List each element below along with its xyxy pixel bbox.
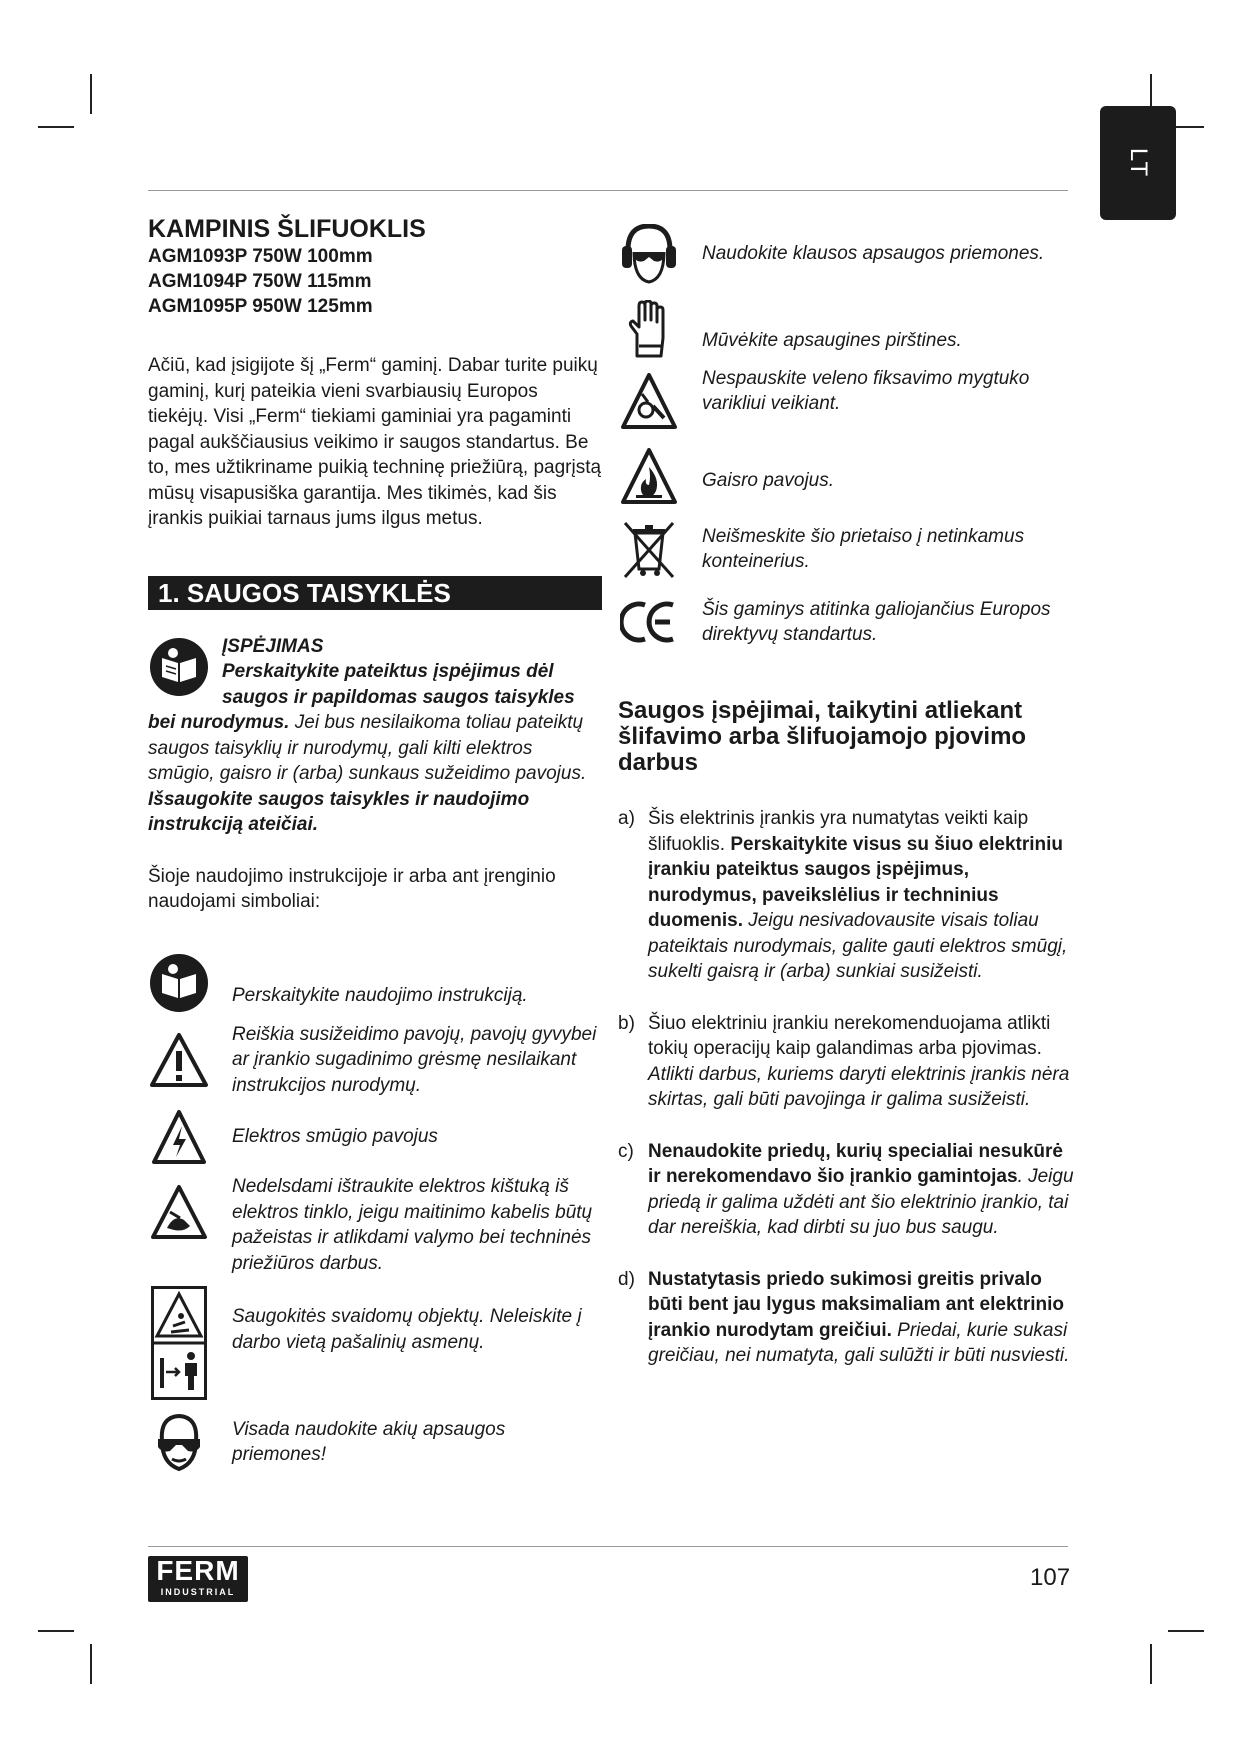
symbol-text: Nedelsdami ištraukite elektros kištuką iš elektros tinklo, jeigu maitinimo kabelis būtų pažeistas ir atlikdami valymo bei techninės priežiūros darbus. <box>232 1176 593 1274</box>
section-heading: 1. SAUGOS TAISYKLĖS <box>148 576 602 610</box>
ear-protection-icon <box>620 224 678 284</box>
manual-icon <box>148 636 210 698</box>
fire-hazard-icon <box>620 447 678 505</box>
symbol-row <box>148 1410 602 1474</box>
manual-icon <box>148 952 210 1014</box>
symbol-text: Gaisro pavojus. <box>702 470 835 492</box>
symbol-text: Visada naudokite akių apsaugos priemones! <box>232 1418 506 1465</box>
page-number: 107 <box>1030 1564 1071 1591</box>
symbol-row <box>148 1108 602 1166</box>
symbol-row <box>148 1174 602 1278</box>
warning-text: Jei bus nesilaikoma toliau pateiktų saugos taisyklių ir nurodymų, gali kilti elektros smūgio, gaisro ir (arba) sunkaus sužeidimo pavojus. <box>148 712 587 784</box>
safety-list <box>618 806 1080 1395</box>
symbol-text: Šis gaminys atitinka galiojančius Europos direktyvų standartus. <box>702 598 1051 645</box>
safety-subheading: Saugos įspėjimai, taikytini atliekant šlifavimo arba šlifuojamojo pjovimo darbus <box>618 697 1027 776</box>
crop-mark <box>1168 1630 1204 1632</box>
symbol-row <box>618 367 1080 432</box>
language-tab: LT <box>1100 106 1176 220</box>
safety-glasses-icon <box>150 1411 208 1473</box>
model-line: AGM1095P 950W 125mm <box>148 296 373 317</box>
warning-title: ĮSPĖJIMAS <box>222 635 324 657</box>
symbol-row <box>618 224 1080 284</box>
crop-mark <box>38 1630 74 1632</box>
warning-bold: Perskaitykite pateiktus įspėjimus dėl saugos ir papildomas saugos taisykles bei nurodymus. <box>148 661 575 733</box>
symbol-row <box>618 298 1080 360</box>
list-item: b) Šiuo elektriniu įrankiu nerekomenduojama atlikti tokių operacijų kaip galandimas arba pjovimas. Atlikti darbus, kuriems daryti elektrinis įrankis nėra skirtas, gali būti pavojinga ir galima susižeisti. <box>618 1012 1070 1110</box>
list-marker: a) <box>618 808 635 829</box>
symbol-row <box>148 952 602 1014</box>
symbol-row <box>148 1286 602 1402</box>
spindle-lock-icon <box>620 372 678 430</box>
symbols-intro: Šioje naudojimo instrukcijoje ir arba ant įrenginio naudojami simboliai: <box>148 865 556 912</box>
general-warning <box>148 634 602 838</box>
crop-mark <box>90 1644 92 1684</box>
symbol-row <box>618 516 1080 582</box>
symbol-text: Elektros smūgio pavojus <box>232 1126 438 1148</box>
crop-mark <box>38 126 74 128</box>
symbol-text: Naudokite klausos apsaugos priemones. <box>702 243 1045 265</box>
ferm-logo: FERM INDUSTRIAL <box>148 1556 248 1602</box>
symbol-text: Mūvėkite apsaugines pirštines. <box>702 330 962 352</box>
crop-mark <box>90 74 92 114</box>
list-item: c) Nenaudokite priedų, kurių specialiai nesukūrė ir nerekomendavo šio įrankio gamintojas. Jeigu priedą ir galima uždėti ant šio elektrinio įrankio, tai dar nereiškia, kad dirbti su juo bus saugu. <box>618 1140 1074 1238</box>
electric-shock-icon <box>151 1109 207 1165</box>
unplug-icon <box>150 1184 208 1240</box>
list-item: a) Šis elektrinis įrankis yra numatytas veikti kaip šlifuoklis. Perskaitykite visus su šiuo elektriniu įrankiu pateiktus saugos įspėjimus, nurodymus, paveikslėlius ir techninius duomenis. Jeigu nesivadovausite visais toliau pateiktais nurodymais, galite gauti elektros smūgį, sukelti gaisrą ir (arba) sunkiai susižeisti. <box>618 808 1068 982</box>
list-marker: d) <box>618 1268 635 1290</box>
symbol-row <box>618 592 1080 652</box>
gloves-icon <box>625 300 673 358</box>
symbol-row <box>618 446 1080 506</box>
crop-mark <box>1150 1644 1152 1684</box>
symbol-row <box>148 1022 602 1098</box>
left-column <box>148 214 602 1465</box>
ce-mark-icon <box>620 600 678 644</box>
intro-paragraph: Ačiū, kad įsigijote šį „Ferm“ gaminį. Dabar turite puikų gaminį, kurį pateikia vieni svarbiausių Europos tiekėjų. Visi „Ferm“ tiekiami gaminiai yra pagaminti pagal aukščiausius veikimo ir saugos standartus. Be to, mes užtikriname puikią techninę priežiūrą, pagrįstą mūsų visapusiška garantija. Mes tikimės, kad šis įrankis puikiai tarnaus jums ilgus metus. <box>148 355 602 529</box>
symbol-text: Neišmeskite šio prietaiso į netinkamus konteinerius. <box>702 525 1025 572</box>
symbol-text: Saugokitės svaidomų objektų. Neleiskite į darbo vietą pašalinių asmenų. <box>232 1306 582 1353</box>
model-line: AGM1094P 750W 115mm <box>148 271 372 292</box>
warning-bold-2: Išsaugokite saugos taisykles ir naudojimo instrukciją ateičiai. <box>148 788 530 835</box>
product-title: KAMPINIS ŠLIFUOKLIS <box>148 215 426 243</box>
symbol-text: Nespauskite veleno fiksavimo mygtuko varikliui veikiant. <box>702 367 1030 414</box>
bottom-rule <box>148 1546 1068 1547</box>
symbol-text: Perskaitykite naudojimo instrukciją. <box>232 985 528 1007</box>
weee-bin-icon <box>621 519 677 579</box>
warning-triangle-icon <box>149 1032 209 1088</box>
top-rule <box>148 190 1068 191</box>
symbol-text: Reiškia susižeidimo pavojų, pavojų gyvybei ar įrankio sugadinimo grėsmę nesilaikant instrukcijos nurodymų. <box>232 1023 597 1096</box>
flying-objects-icon <box>151 1286 207 1400</box>
list-marker: c) <box>618 1140 634 1162</box>
list-item: d) Nustatytasis priedo sukimosi greitis privalo būti bent jau lygus maksimaliam ant elektrinio įrankio nurodytam greičiui. Priedai, kurie sukasi greičiau, nei numatyta, gali sulūžti ir būti nusviesti. <box>618 1268 1070 1366</box>
model-line: AGM1093P 750W 100mm <box>148 246 373 267</box>
list-marker: b) <box>618 1012 635 1034</box>
